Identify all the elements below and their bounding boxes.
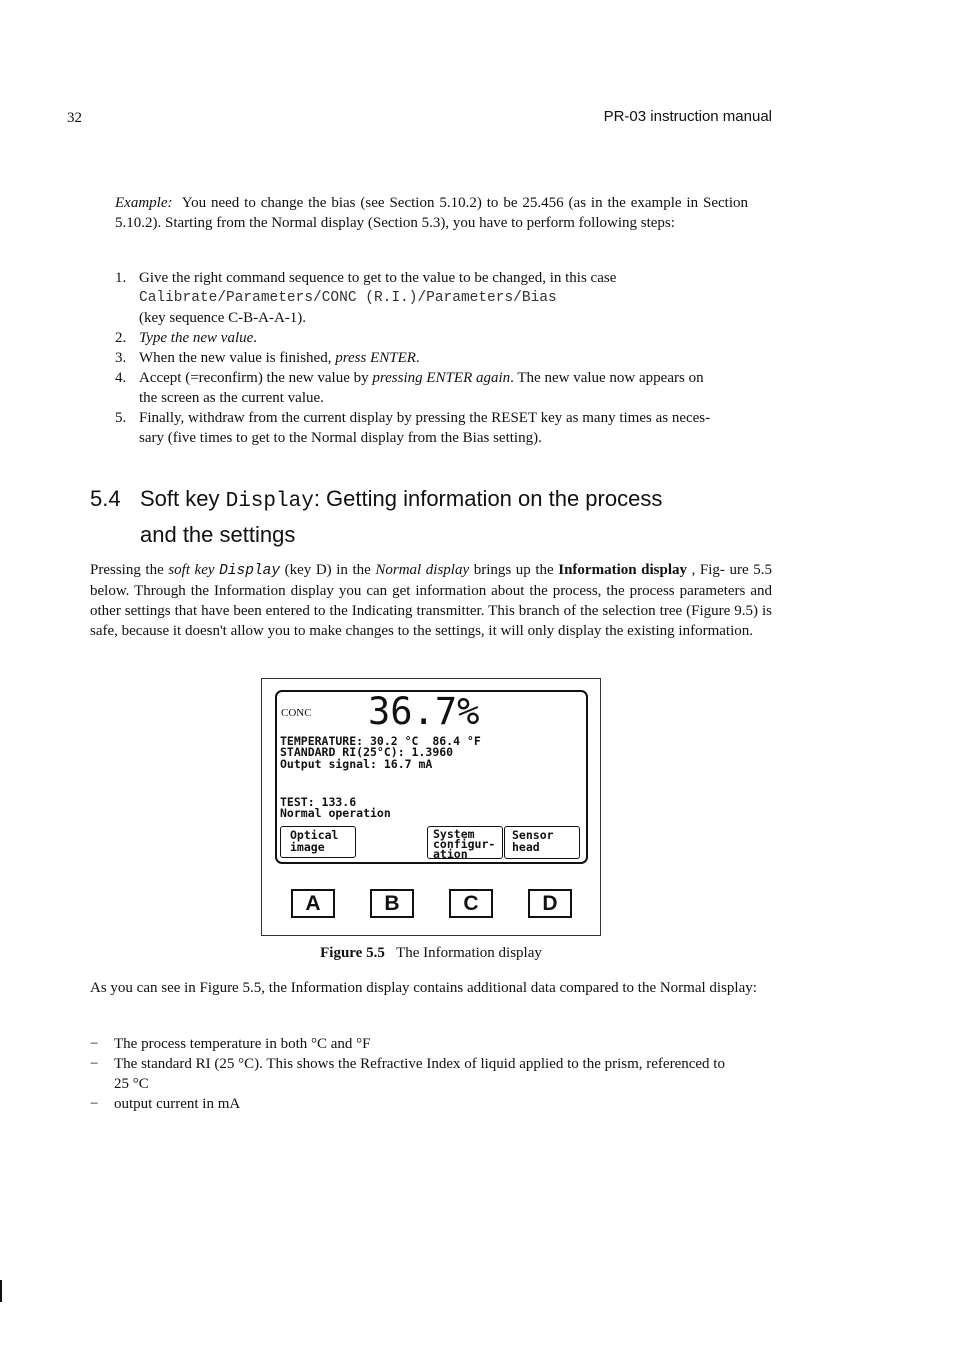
key-c-button[interactable]: C [449,889,493,918]
intro-bold: Information display [558,562,688,578]
intro-emphasis: Normal display [375,562,470,578]
intro-code: Display [219,563,281,579]
bullet-text: output current in mA [114,1096,241,1112]
section-title-rest: : Getting information on the process [313,486,663,511]
after-figure-text: As you can see in Figure 5.5, the Information display contains additional data compared to the Normal display: [90,980,757,996]
step-text: . The new value now appears on [510,370,704,386]
step-emphasis: pressing ENTER again [372,370,511,386]
lcd-output-line: Output signal: 16.7 mA [280,757,433,771]
intro-emphasis: soft key [168,562,220,578]
step-emphasis: press ENTER [335,350,416,366]
lcd-ri-line: STANDARD RI(25°C): 1.3960 [280,745,454,759]
bullet-text: The standard RI (25 °C). This shows the Refractive Index of liquid applied to the prism, referenced to [114,1056,725,1072]
key-d-button[interactable]: D [528,889,572,918]
example-lead: Example: [115,195,173,211]
after-figure-paragraph [90,978,772,998]
intro-paragraph [90,560,772,641]
section-title-line2: and the settings [140,522,296,547]
figure-caption [90,943,772,963]
lcd-label: CONC [281,707,312,719]
intro-text: (key D) in the [280,562,376,578]
section-title: Soft key [140,486,226,511]
lcd-temperature-line: TEMPERATURE: 30.2 °C 86.4 °F [280,734,481,748]
bullet-text: The process temperature in both °C and °F [114,1036,371,1052]
page-number: 32 [67,110,82,126]
bullet-dash: − [90,1096,99,1112]
lcd-test-line: TEST: 133.6 [280,795,357,809]
step-text-cont: (key sequence C-B-A-A-1). [139,310,307,326]
section-title-code: Display [225,490,314,513]
margin-change-bar [0,1280,2,1302]
step-number: 4. [115,370,127,386]
example-text: You need to change the bias (see Section 5.10.2) to be 25.456 (as in the example in Section 5.10.2). Starting from the Normal display (Section 5.3), you have to perform following steps: [115,195,748,231]
lcd-main-value: 36.7% [368,690,480,733]
step-text: When the new value is finished, [139,350,336,366]
bullet-text-cont: 25 °C [114,1076,149,1092]
intro-text: ure 5.5 below. Through the Information display you can get information about the process, the process parameters and other settings that have been entered to the Indicating transmitter. This branch of the selection tree (Figure 9.5) is safe, because it doesn't allow you to make changes to the settings, it will only display the existing information. [90,562,772,639]
step-emphasis: Type the new value [139,330,254,346]
bullet-dash: − [90,1056,99,1072]
step-text-cont: the screen as the current value. [139,390,324,406]
key-a-button[interactable]: A [291,889,335,918]
step-text: Give the right command sequence to get to the value to be changed, in this case [139,270,617,286]
intro-text: brings up the [469,562,559,578]
softkey-sensor-head[interactable] [504,826,580,859]
intro-text: Pressing the [90,562,169,578]
lcd-status-line: Normal operation [280,806,391,820]
bullet-dash: − [90,1036,99,1052]
step-text: Finally, withdraw from the current display by pressing the RESET key as many times as neces- [139,410,711,426]
bullet-list [90,1034,780,1124]
example-paragraph [115,193,748,233]
softkey-optical-image[interactable] [280,826,356,858]
step-text: Accept (=reconfirm) the new value by [139,370,373,386]
step-number: 1. [115,270,127,286]
step-text: . [415,350,420,366]
step-text: . [253,330,258,346]
softkey-label: Optical image [290,828,339,854]
step-number: 5. [115,410,127,426]
step-number: 3. [115,350,127,366]
softkey-system-configuration[interactable] [427,826,503,859]
command-sequence: Calibrate/Parameters/CONC (R.I.)/Parameters/Bias [139,290,557,306]
figure-label: Figure 5.5 [320,945,385,961]
steps-list [115,268,755,458]
running-title: PR-03 instruction manual [603,108,772,125]
softkey-label: Sensor head [512,828,554,854]
section-number: 5.4 [90,486,121,511]
step-number: 2. [115,330,127,346]
figure-caption-text: The Information display [396,945,542,961]
step-text-cont: sary (five times to get to the Normal display from the Bias setting). [139,430,542,446]
intro-text: , Fig- [687,562,725,578]
softkey-label: System configur- ation [433,827,496,861]
key-b-button[interactable]: B [370,889,414,918]
